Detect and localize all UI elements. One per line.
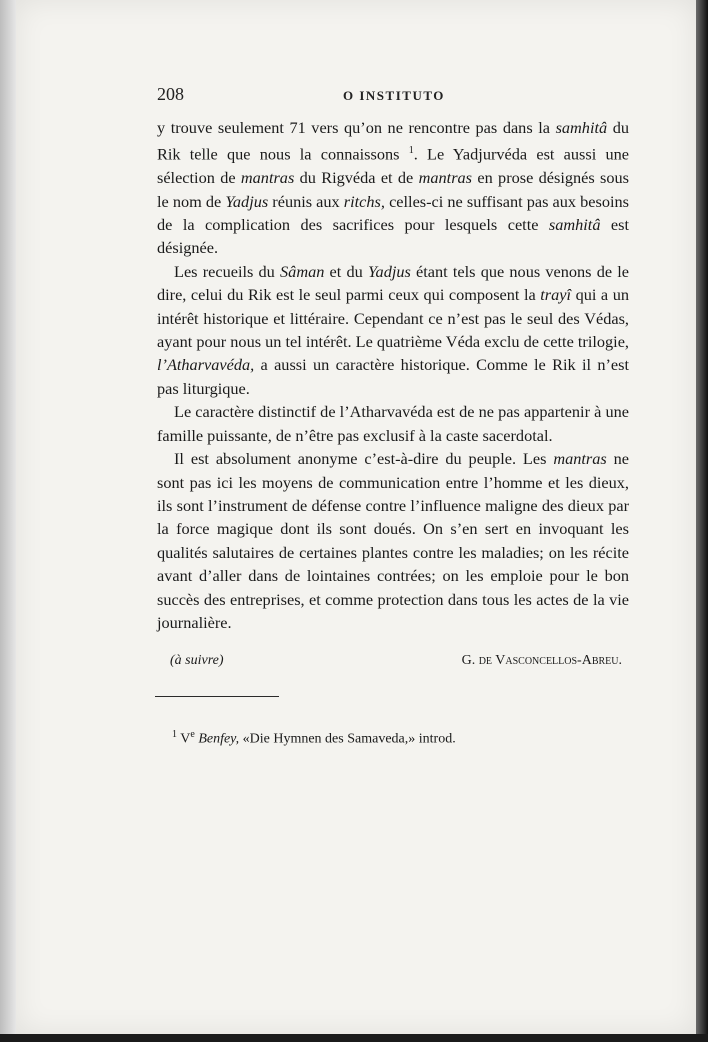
paragraph	[157, 260, 629, 400]
italic-term: Yadjus	[368, 261, 411, 281]
text-run: . Le Yadjurvéda est aussi une sélection de	[157, 144, 629, 188]
paragraph	[157, 400, 629, 447]
text-run: étant tels que nous venons de le dire, celui du Rik est le seul parmi ceux qui composent la	[157, 261, 630, 305]
italic-term: Sâman	[280, 261, 325, 281]
italic-term: Yadjus	[225, 191, 269, 211]
italic-term: trayî	[540, 285, 572, 305]
italic-term: l’Atharvavéda,	[157, 355, 255, 375]
text-run: y trouve seulement 71 vers qu’on ne rencontre pas dans la	[157, 118, 556, 137]
text-run: qui a un intérêt historique et littéraire. Cependant ce n’est pas le seul des Védas, ayant pour nous un tel intérêt. Le quatrième Véda exclu de cette trilogie,	[157, 285, 629, 352]
author-signature: G. de Vasconcellos-Abreu.	[461, 653, 622, 668]
superscript: 1	[408, 145, 414, 157]
text-run: «Die Hymnen des Samaveda,» introd.	[239, 731, 456, 747]
italic-term: mantras	[418, 168, 473, 188]
superscript: e	[190, 729, 195, 740]
text-run: Le caractère distinctif de l’Atharvavéda est de ne pas appartenir à une famille puissante, de n’être pas exclusif à la caste sacerdotal.	[157, 402, 629, 445]
paragraph	[157, 447, 629, 634]
text-run: du Rik telle que nous la connaissons	[157, 118, 629, 164]
body-text	[157, 116, 629, 634]
italic-term: ritchs,	[343, 191, 385, 211]
text-run: ne sont pas ici les moyens de communication entre l’homme et les dieux, ils sont l’instrument de défense contre l’influence maligne des dieux par la force magique dont ils sont doués. On s’en sert en invoquant les qualités salutaires de certaines plantes contre les maladies; on les récite avant d’aller dans de lointaines contrées; on les emploie pour le bon succès des entreprises, et comme protection dans tous les actes de la vie journalière.	[157, 449, 629, 632]
scan-bottom-edge	[0, 1034, 708, 1042]
text-run: est désignée.	[157, 215, 630, 258]
italic-term: Benfey,	[198, 731, 240, 747]
text-run: réunis aux	[268, 191, 344, 211]
text-run: V	[177, 731, 191, 747]
text-run: Les recueils du	[174, 261, 281, 281]
paragraph	[157, 116, 629, 260]
to-be-continued: (à suivre)	[170, 653, 224, 668]
italic-term: samhitâ	[548, 215, 601, 235]
italic-term: mantras	[240, 168, 295, 188]
text-run: a aussi un caractère historique. Comme le Rik il n’est pas liturgique.	[157, 355, 629, 398]
text-run: et du	[324, 261, 368, 281]
footnote-rule	[155, 696, 279, 697]
superscript: 1	[172, 729, 177, 740]
italic-term: mantras	[553, 449, 607, 469]
signature-line	[170, 653, 622, 675]
text-run: celles-ci ne suffisant pas aux besoins de la complication des sacrifices pour lesquels cette	[157, 191, 629, 235]
footnote	[172, 729, 612, 748]
text-run: en prose désignés sous le nom de	[157, 168, 630, 211]
page-number: 208	[157, 84, 184, 104]
page-edge-left	[0, 0, 16, 1042]
page-header	[157, 84, 597, 108]
running-title: O INSTITUTO	[343, 88, 445, 103]
text-run: Il est absolument anonyme c’est-à-dire du peuple. Les	[174, 449, 554, 469]
text-run: du Rigvéda et de	[294, 168, 419, 188]
italic-term: samhitâ	[555, 118, 608, 137]
page-edge-right	[696, 0, 708, 1042]
